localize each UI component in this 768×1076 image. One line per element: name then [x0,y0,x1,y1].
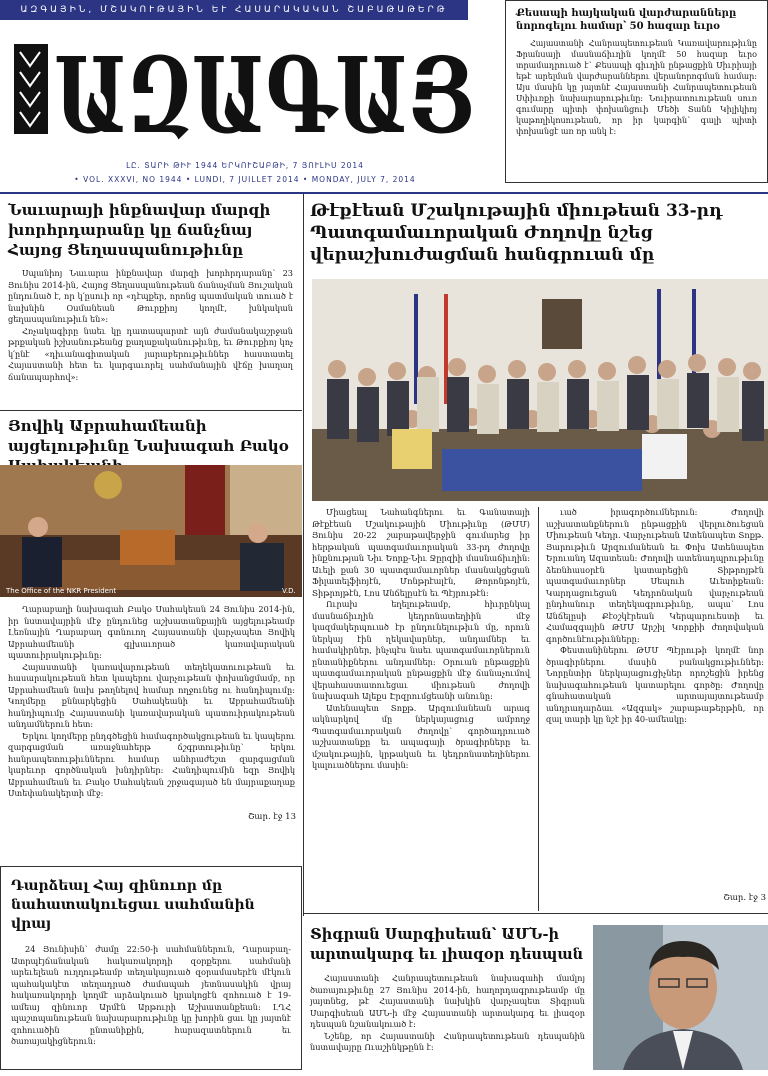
issue-line-armenian: ԼԸ. ՏԱՐԻ ԹԻՒ 1944 ԵՐԿՈՒՇԱԲԹԻ, 7 ՅՈՒԼԻՍ 2014 [126,161,364,170]
center-article [310,200,762,266]
meeting-photo-image [0,465,302,597]
issue-line-latin: • VOL. XXXVI, NO 1944 • LUNDI, 7 JUILLET 2014 • MONDAY, JULY 7, 2014 [74,175,416,184]
center-column-rule [538,507,539,911]
left-article-2-headline: Յովիկ Աբրահամեանի այցելութիւնը Նախագահ Բակօ [8,417,290,455]
center-article-paragraph: Փեստանիներու ԹՄՄ Պէյրութի կողմէ նոր ծրագիրներու մասին բանակցութիւններ: Նորընտիր ներկայացուցիչներ որոշեցին իրենց նախագահութեան կատարելու գործը: Ժողովը գնահատական արտայայտութեամբ անդրադարձաւ «Ազգակ» շաբաթաթերթին, որ զալ տարի կը նշէ իր 40-ամեակը: [546,645,764,724]
left-article-3-headline: Դարձեալ Հայ զինուոր մը նահատակուեցաւ սահմանին վրայ [11,878,255,932]
left-article-3-paragraph: 24 Յունիսին՝ ժամը 22:50-ի սահմաններուն, Ղարաբաղ-Ատրպէյճանական հակառակորդի զօրքերու սահմանի արեւելեան ուղղութեամբ տեղակայուած զօրամասերէն մէկուն պահակակէտ տեղադրած ժամապահ յետնասակին վրայ հակառակորդի կողմէ արձակուած կրակոցէն զոհուած է 19-ամեայ զինուոր Արմէն Արթուրի Աշխատանքեան: ԼՂՀ պաշտպանութեան նախարարութիւնը կը խորին ցաւ կը յայտնէ զոհուածին ընտանիքին, հարազատներուն եւ ծառայակիցներուն: [11,944,291,1046]
group-photo-image [312,279,768,501]
divider [304,913,768,914]
center-article-paragraph: Ատենապետ Տոքթ. Արզումանեան արագ ակնարկով մը ներկայացուց ամբողջ Պատգամաւորական ժողովը՝ գործադրուած աշխատանքը եւ ապագայի ծրագիրները եւ մշակութային, կրթական եւ կեդրոնատեղիներու կալուածներու մասին: [312,702,530,770]
masthead-title: ԱԶԱԳԱՅ [54,34,474,150]
top-right-paragraph: Հայաստանի Հանրապետութեան Կառավարութիւնը Ֆրանսայի մասնաճիւղին կողմէ 50 հազար եւրօ տրամադրուած է՝ Քեսապի գիւղին ընթացքին Սիւրիայի եթէ արելման վարժարաններու վերանորոգման համար: Այս մասին կը յայտնէ Հայաստանի Հանրապետութեան Սփիւռքի նախարարութիւնը: Նուիրատուութեան սուռ գումարը պիտի փոխանցուի Մեծի Տանն Կիլիկիոյ կաթողիկոսութեան, որ իր կարգին՝ գալի պիտի փոխանցէ առ որ անկ է: [516,39,757,136]
left-article-2-body [8,604,295,800]
left-article-3-body [11,944,291,1048]
left-article-1-paragraph: Սպանիոյ Նաւարա ինքնավար մարզի խորհրդարանը՝ 23 Յունիս 2014-ին, Հայոց Ցեղասպանութեան ճանաչման Յուշական ընդունած է, որ կ՛ըսուի որ «դէպքեր, որոնց պատմական տուած է նախնին Օսմանեան Թուրքիոյ կողմէ, խնկական ցեղասպանութիւն են»: [8,268,293,324]
left-article-1-body [8,268,293,383]
header-rule [0,192,768,194]
left-article-3 [0,866,302,1070]
left-article-1-paragraph: Հռչակագիրը նաեւ կը դատապարտէ այն ժամանակաշրջան թրքական իշխանութեանց քաղաքականութիւնը, եւ Թուրքիոյ կոչ կ՛ընէ «դիւանագիտական յարաբերութիւններ հաստատել Հայաստանի հետ եւ կարգաւորել սահմանային վէճը խաղաղ ճանապարհով»: [8,325,293,382]
left-article-2-continued: Շար. էջ 13 [248,812,296,822]
left-article-2-paragraph: Հայաստանի կառավարութեան տեղեկատուութեան եւ հասարակութեան հետ կապերու վարչութեան փոխանցմամբ, որ Աբրահամեան նախ թողնելով համար ողջունեց ու հանդիպումը: Կողմերը քննարկեցին Սահակեանի եւ Աբրահամեանի հանդիպումը Հայաստանի կառավարական պատուիրակութեան անդամներուն հետ: [8,661,295,729]
photo-caption-left: The Office of the NKR President [6,587,117,595]
center-article-headline: Թէքէեան Մշակութային միութեան 33-րդ Պատգամաւորական Ժողովը նշեց վերաշխուժացման հանգրուան մը [310,201,723,265]
center-article-continued: Շար. էջ 3 [723,893,766,903]
photo-caption-right: V.D. [282,587,296,595]
left-article-1 [8,200,293,383]
bottom-right-article [310,925,585,1054]
center-article-col2 [546,507,764,726]
center-article-col1 [312,507,530,772]
masthead-logo [10,32,480,150]
center-article-paragraph: ւած իրագործումներուն: Ժողովի աշխատանքներուն ընթացքին վերլուծուեցան Միութեան Կեդր. Վարչութեան Ատենապետ Տոքթ. Յարութիւն Արզումանեան եւ Փոխ Ատենապետ Երուանդ Ազատեան: Ժողովի ատենադպրութիւնը ձեռնհասօրէն կատարեցին Տիթրոյթէն պատգամաւորներ Սեպուհ Աւետիքեան: Կարդացուեցան Կեդրոնական վարչութեան ընդհանուր տեղեկագրութիւնը, ապա՝ Լոս Անճելըսի Քէօշկէրեան Կերպարուեստի եւ Համազգային ԹՄՄ Արշիլ Կորքիի ժողովական գործունէութիւնները: [546,507,764,644]
center-article-paragraph: Ուրախ եղելութեամբ, հիւրընկալ մասնաճիւղին կեդրոնատեղիին մէջ կազմակերպուած էր ընդունելութիւն մը, որուն ներկայ էին ղեկավարներ, անդամներ եւ համակիրներ, ինչպէս նաեւ պատգամաւորներուն ընտանիքներու անդամներ: Օրուան ընթացքին պատգամաւորական ընթացքին մէջ ճանաչումով վերահաստատուեցաւ միութեան ժողովի նախագահ Ալեքս Էրզրումցեանի անունը: [312,599,530,701]
top-right-article [505,0,768,183]
portrait-photo-image [593,925,768,1070]
top-right-body [516,38,757,137]
left-article-2-paragraph: Երկու կողմերը ընդգծեցին համագործակցութեան եւ կապերու զարգացման առաջնահերթ ճշգրտութիւնը՝ երկու հանրապետութիւններու համար անհրաժեշտ զարգացման կարեւոր գործնական խնդիրներ: Հանդիպումին եզր Յովիկ Աբրահամեան եւ Բակօ Սահակեան շրջագայած են մայրաքաղաք Ստեփանակերտի մէջ: [8,730,295,798]
group-photo [312,279,768,501]
bottom-right-body [310,973,585,1054]
meeting-photo [0,465,302,597]
top-right-headline: Քեսապի հայկական վարժարանները նորոգելու համար՝ 50 հազար եւրօ [516,8,737,32]
divider [0,410,302,411]
portrait-photo [593,925,768,1070]
bottom-right-paragraph: Հայաստանի Հանրապետութեան նախագահի մամլոյ ծառայութիւնը 27 Յունիս 2014-ին, հաղորդագրութեամբ մը յայտնեց, թէ Հայաստանի նախկին վարչապետ Տիգրան Սարգիսեան ԱՄՆ-ի մէջ Հայաստանի արտակարգ եւ լիազօր դեսպան նշանակուած է: [310,973,585,1029]
bottom-right-headline: Տիգրան Սարգիսեան՝ ԱՄՆ-ի արտակարգ եւ լիազօր դեսպան [310,926,584,963]
masthead-logo-mark [10,32,480,150]
left-article-2-paragraph: Ղարաբաղի նախագահ Բակօ Սահակեան 24 Յունիս 2014-ին, իր նստավայրին մէջ ընդունեց աշխատանքային այցելութեամբ Լեռնային Ղարաբաղ գտնուող Հայաստանի վարչապետ Յովիկ Աբրահամեանի գլխաւորած կառավարական պատուիրակութիւնը: [8,604,295,660]
tagline-bar: ԱԶԳԱՅԻՆ, ՄՇԱԿՈՒԹԱՅԻՆ ԵՒ ՀԱՍԱՐԱԿԱԿԱՆ ՇԱԲԱԹԱԹԵՐԹ [0,0,468,20]
left-article-1-headline: Նաւարայի ինքնավար մարզի խորհրդարանը կը ճանչնայ Հայոց Ցեղասպանութիւնը [8,201,271,259]
column-rule [303,194,304,916]
bottom-right-paragraph: Նշենք, որ Հայաստանի Հանրապետութեան դեսպանին նստավայրը Ուաշինկթընն է: [310,1030,585,1052]
center-article-paragraph: Միացեալ Նահանգներու եւ Գանատայի Թէքէեան Մշակութային Միութիւնը (ԹՄՄ) Յունիս 20-22 շաբաթավերջին գումարեց իր հերթական պատգամաւորական 33-րդ ժողովը ինքնության Նիւ Եորք-Նիւ Ջըրզիի մասնաճիւղին: Աւելի քան 30 պատգամաւորներ մասնակցեցան Ֆիլատելֆիոյէն, Մոնթրէալէն, Թորոնթոյէն, Տիթրոյթէն, Լոս Անճելըսէն եւ Պէյրութէն: [312,507,530,598]
